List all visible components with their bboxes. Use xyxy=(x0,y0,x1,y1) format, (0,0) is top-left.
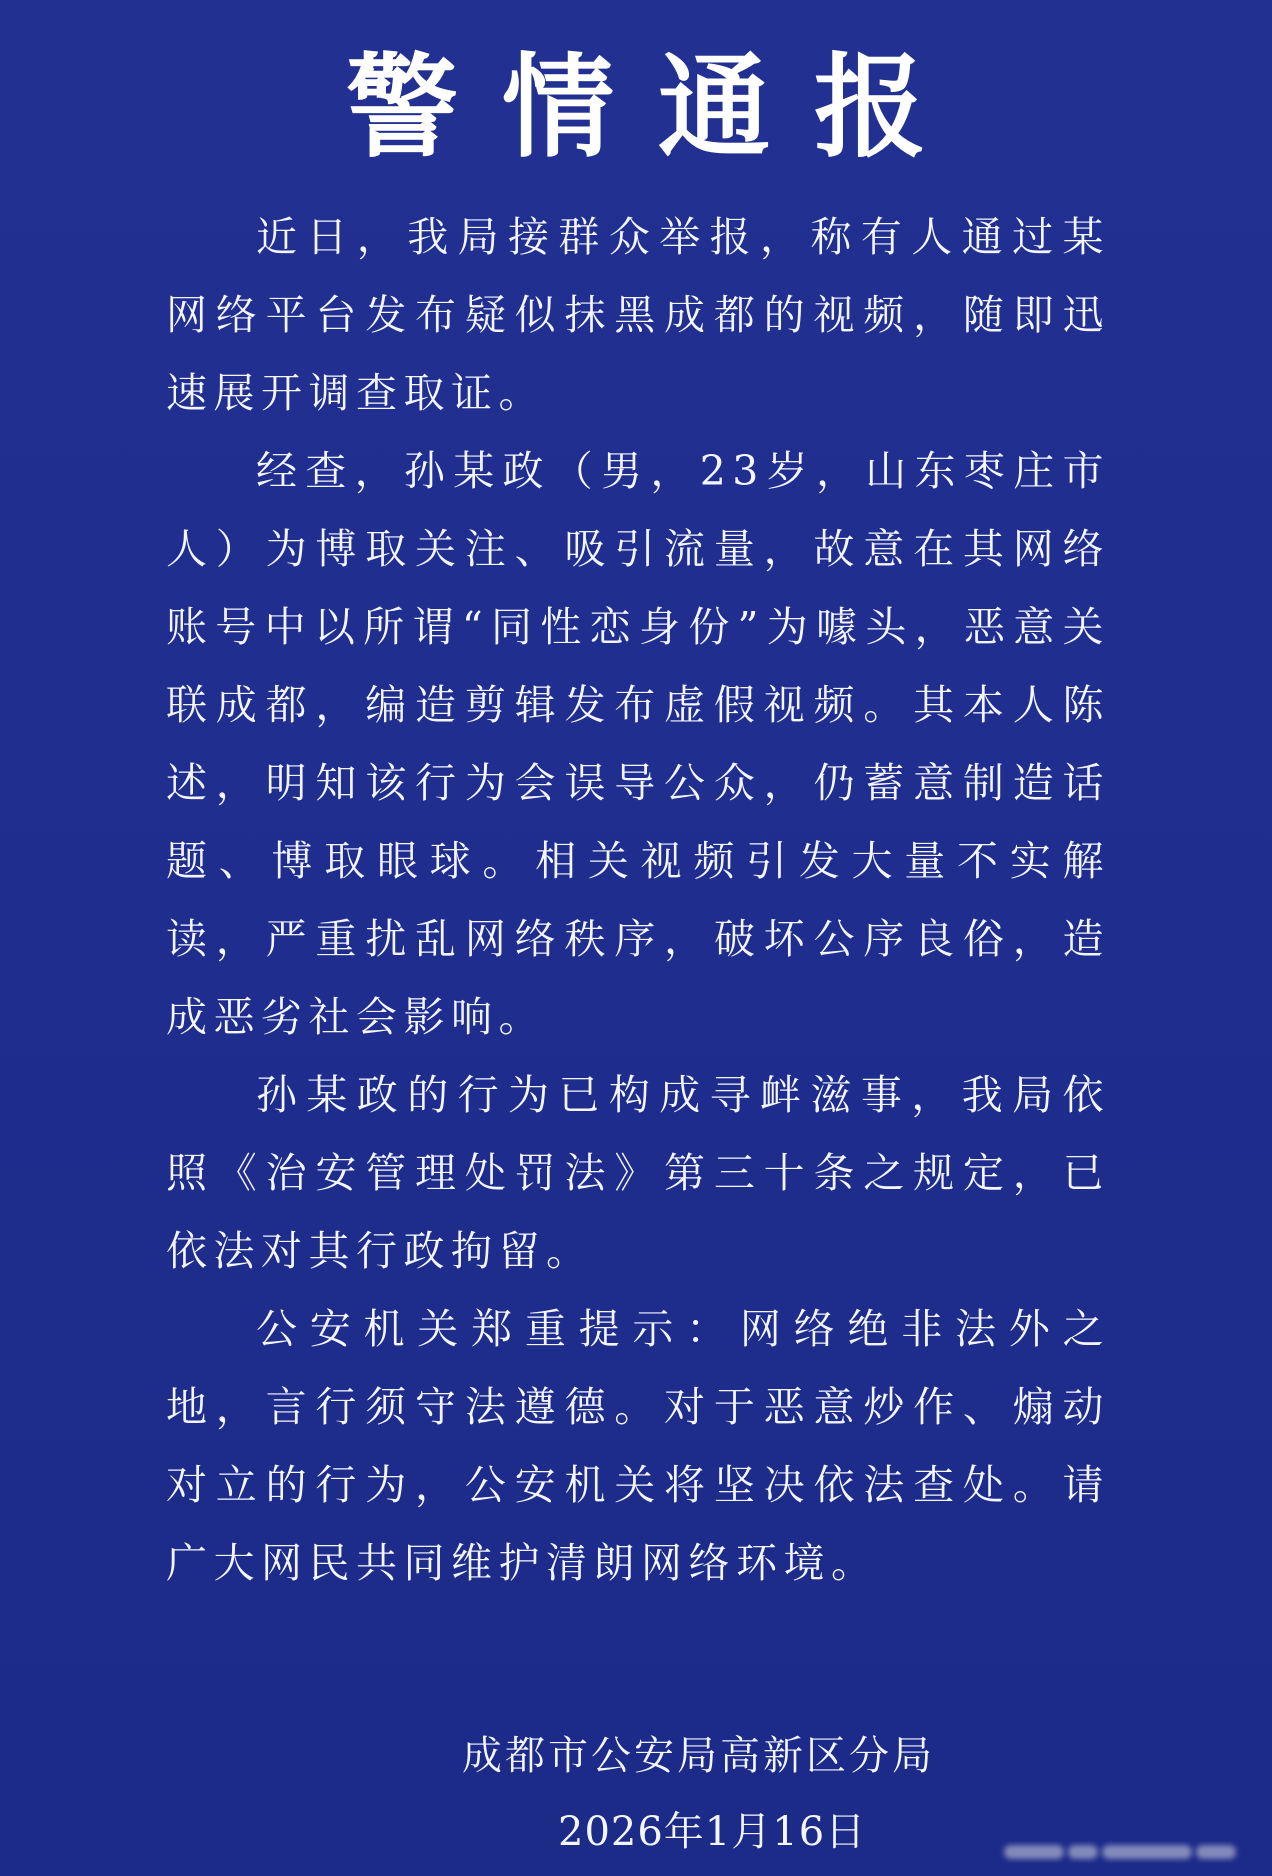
watermark-blob xyxy=(1004,1845,1064,1859)
watermark-blob xyxy=(1102,1845,1192,1859)
watermark-blob xyxy=(1196,1845,1236,1859)
issuer-name: 成都市公安局高新区分局 xyxy=(462,1733,935,1779)
watermark-blob xyxy=(1068,1845,1098,1859)
paragraph-penalty: 孙某政的行为已构成寻衅滋事，我局依照《治安管理处罚法》第三十条之规定，已依法对其行政拘留。 xyxy=(166,1071,1110,1275)
blurred-watermark xyxy=(1004,1840,1254,1864)
paragraph-warning: 公安机关郑重提示：网络绝非法外之地，言行须守法遵德。对于恶意炒作、煽动对立的行为，公安机关将坚决依法查处。请广大网民共同维护清朗网络环境。 xyxy=(166,1305,1110,1587)
paragraph-report: 近日，我局接群众举报，称有人通过某网络平台发布疑似抹黑成都的视频，随即迅速展开调查取证。 xyxy=(166,213,1110,417)
issue-date: 2026年1月16日 xyxy=(558,1809,867,1855)
paragraph-investigation: 经查，孙某政（男，23岁，山东枣庄市人）为博取关注、吸引流量，故意在其网络账号中以所谓“同性恋身份”为噱头，恶意关联成都，编造剪辑发布虚假视频。其本人陈述，明知该行为会误导公众，仍蓄意制造话题、博取眼球。相关视频引发大量不实解读，严重扰乱网络秩序，破坏公序良俗，造成恶劣社会影响。 xyxy=(166,447,1110,1041)
notice-body xyxy=(166,198,1110,1602)
notice-title: 警情通报 xyxy=(346,43,970,173)
